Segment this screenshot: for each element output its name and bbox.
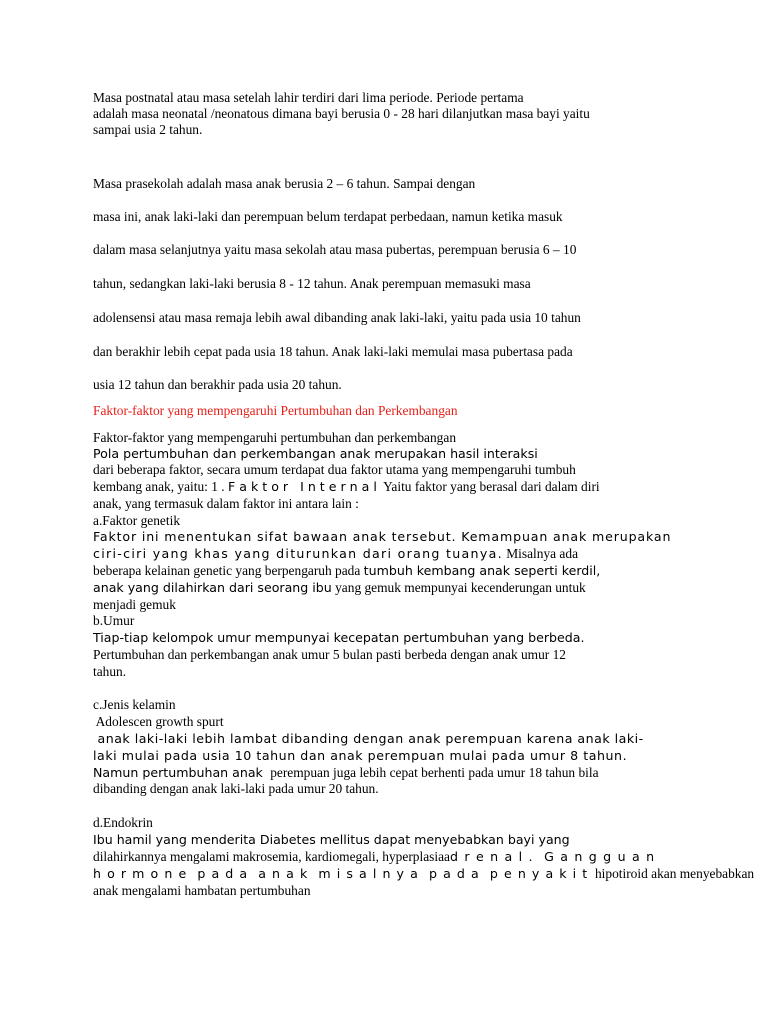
paragraph-line: Faktor-faktor yang mempengaruhi pertumbuhan dan perkembangan (93, 430, 457, 445)
subsection-label: c.Jenis kelamin (93, 697, 176, 712)
paragraph-line (93, 546, 578, 562)
paragraph-line: dibanding dengan anak laki-laki pada umur 20 tahun. (93, 781, 379, 796)
text-run: dilahirkannya mengalami makrosemia, kardiomegali, hyperplasiaa (93, 849, 450, 864)
section-heading: Faktor-faktor yang mempengaruhi Pertumbuhan dan Perkembangan (93, 403, 458, 418)
text-run: beberapa kelainan genetic yang berpengaruh pada (93, 563, 364, 578)
subsection-label: d.Endokrin (93, 815, 153, 830)
text-run: hipotiroid akan menyebabkan (588, 866, 755, 881)
paragraph-line: tahun. (93, 664, 127, 679)
text-run: kembang anak, yaitu: 1 . (93, 479, 228, 494)
paragraph-line: Faktor ini menentukan sifat bawaan anak tersebut. Kemampuan anak merupakan (93, 529, 672, 544)
text-run-spaced: h o r m o n e p a d a a n a k m i s a l n y a p a d a p e n y a k i t (93, 866, 589, 881)
paragraph-line: dari beberapa faktor, secara umum terdapat dua faktor utama yang mempengaruhi tumbuh (93, 462, 576, 477)
text-run: yang gemuk mempunyai kecenderungan untuk (331, 580, 586, 595)
text-run-spaced: ciri-ciri yang khas yang diturunkan dari orang tuanya. (93, 546, 503, 561)
paragraph-line: Pola pertumbuhan dan perkembangan anak merupakan hasil interaksi (93, 446, 538, 461)
paragraph-line: adalah masa neonatal /neonatous dimana bayi berusia 0 - 28 hari dilanjutkan masa bayi yaitu (93, 106, 590, 121)
paragraph-line: dalam masa selanjutnya yaitu masa sekolah atau masa pubertas, perempuan berusia 6 – 10 (93, 242, 577, 257)
paragraph-line: Tiap-tiap kelompok umur mempunyai kecepatan pertumbuhan yang berbeda. (93, 630, 585, 645)
paragraph-line: dan berakhir lebih cepat pada usia 18 tahun. Anak laki-laki memulai masa pubertasa pada (93, 344, 573, 359)
paragraph-line: sampai usia 2 tahun. (93, 122, 203, 137)
paragraph-line (93, 479, 600, 495)
paragraph-line (93, 580, 586, 596)
text-run: Namun pertumbuhan anak (93, 765, 267, 780)
text-run-spaced: F a k t o r I n t e r n a l (228, 479, 377, 494)
subsection-label: b.Umur (93, 613, 135, 628)
text-run: anak yang dilahirkan dari seorang ibu (93, 580, 332, 595)
subsection-label: a.Faktor genetik (93, 513, 181, 528)
paragraph-line: tahun, sedangkan laki-laki berusia 8 - 12 tahun. Anak perempuan memasuki masa (93, 276, 531, 291)
paragraph-line: Pertumbuhan dan perkembangan anak umur 5 bulan pasti berbeda dengan anak umur 12 (93, 647, 566, 662)
paragraph-line: anak laki-laki lebih lambat dibanding dengan anak perempuan karena anak laki- (93, 731, 644, 746)
paragraph-line: masa ini, anak laki-laki dan perempuan belum terdapat perbedaan, namun ketika masuk (93, 209, 563, 224)
paragraph-line (93, 866, 754, 882)
paragraph-line (93, 563, 600, 579)
paragraph-line (93, 849, 655, 865)
text-run: Yaitu faktor yang berasal dari dalam diri (376, 479, 600, 494)
paragraph-line: menjadi gemuk (93, 597, 176, 612)
paragraph-line: laki mulai pada usia 10 tahun dan anak perempuan mulai pada umur 8 tahun. (93, 748, 628, 763)
paragraph-line: Ibu hamil yang menderita Diabetes mellitus dapat menyebabkan bayi yang (93, 832, 570, 847)
text-run: perempuan juga lebih cepat berhenti pada umur 18 tahun bila (266, 765, 599, 780)
paragraph-line: usia 12 tahun dan berakhir pada usia 20 tahun. (93, 377, 342, 392)
text-run-spaced: d r e n a l . G a n g g u a n (449, 849, 656, 864)
paragraph-line: Masa postnatal atau masa setelah lahir terdiri dari lima periode. Periode pertama (93, 90, 524, 105)
paragraph-line: anak mengalami hambatan pertumbuhan (93, 883, 311, 898)
paragraph-line: anak, yang termasuk dalam faktor ini antara lain : (93, 496, 359, 511)
paragraph-line: adolensensi atau masa remaja lebih awal dibanding anak laki-laki, yaitu pada usia 10 tahun (93, 310, 581, 325)
paragraph-line: Masa prasekolah adalah masa anak berusia 2 – 6 tahun. Sampai dengan (93, 176, 476, 191)
text-run: Misalnya ada (502, 546, 579, 561)
text-run: tumbuh kembang anak seperti kerdil, (363, 563, 601, 578)
paragraph-line (93, 765, 599, 781)
paragraph-line: Adolescen growth spurt (93, 714, 224, 729)
